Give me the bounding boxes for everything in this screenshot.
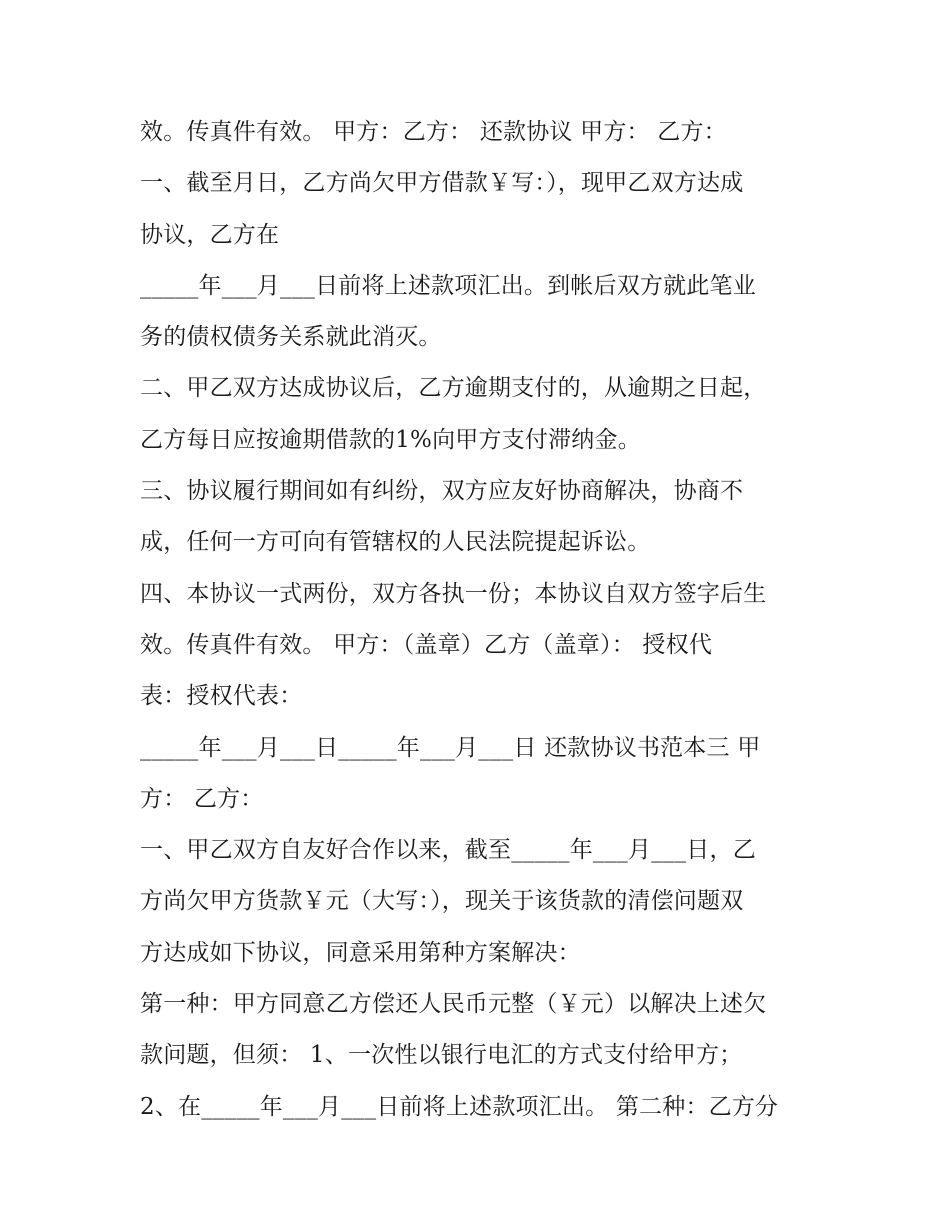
text-line: 乙方每日应按逾期借款的1%向甲方支付滞纳金。 (140, 426, 641, 453)
text-line: 2、在_____年___月___日前将上述款项汇出。 第二种：乙方分 (140, 1093, 779, 1120)
text-line: 一、截至月日，乙方尚欠甲方借款￥写：），现甲乙双方达成 (140, 170, 744, 197)
text-line: 效。传真件有效。 甲方：（盖章）乙方（盖章）： 授权代 (140, 631, 713, 658)
text-line: 表：授权代表： (140, 683, 303, 710)
text-line: 方达成如下协议，同意采用第种方案解决： (140, 939, 581, 966)
text-line: _____年___月___日_____年___月___日 还款协议书范本三 甲 (140, 734, 761, 761)
text-line: 款问题，但须： 1、一次性以银行电汇的方式支付给甲方； (140, 1042, 743, 1069)
text-line: 成，任何一方可向有管辖权的人民法院提起诉讼。 (140, 529, 651, 556)
text-line: 二、甲乙双方达成协议后，乙方逾期支付的，从逾期之日起， (140, 375, 767, 402)
document-body (140, 107, 820, 1133)
text-line: 第一种：甲方同意乙方偿还人民币元整（￥元）以解决上述欠 (140, 991, 767, 1018)
text-line: 效。传真件有效。 甲方：乙方： 还款协议 甲方： 乙方： (140, 119, 727, 145)
text-line: 四、本协议一式两份，双方各执一份；本协议自双方签字后生 (140, 580, 767, 607)
text-line: 三、协议履行期间如有纠纷，双方应友好协商解决，协商不 (140, 478, 744, 505)
text-line: _____年___月___日前将上述款项汇出。到帐后双方就此笔业 (140, 272, 756, 299)
text-line: 务的债权债务关系就此消灭。 (140, 324, 442, 351)
text-line: 协议，乙方在 (140, 221, 280, 248)
text-line: 方： 乙方： (140, 785, 264, 812)
text-line: 方尚欠甲方货款￥元（大写：），现关于该货款的清偿问题双 (140, 888, 744, 915)
text-line: 一、甲乙双方自友好合作以来，截至_____年___月___日，乙 (140, 837, 756, 864)
